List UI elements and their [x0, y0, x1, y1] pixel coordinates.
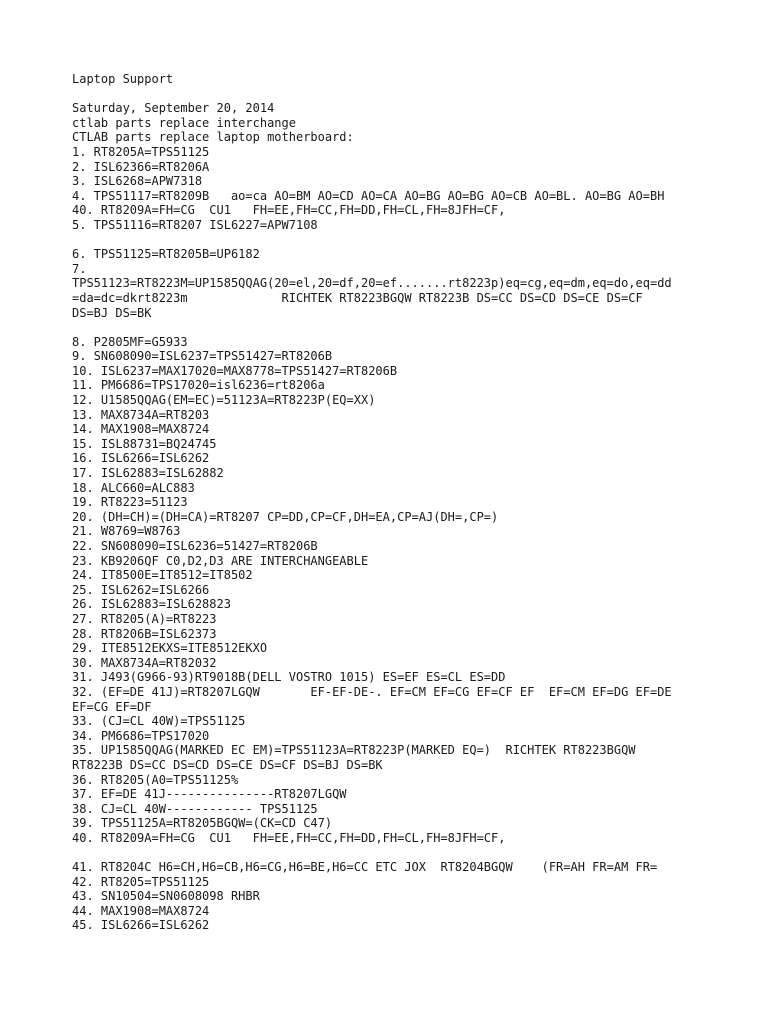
list-line: 24. IT8500E=IT8512=IT8502 [72, 568, 253, 583]
list-line: 4. TPS51117=RT8209B ao=ca AO=BM AO=CD AO=CA AO=BG AO=BG AO=CB AO=BL. AO=BG AO=BH [72, 188, 665, 203]
list-line: 19. RT8223=51123 [72, 495, 188, 510]
document-page [72, 72, 752, 933]
list-line: 11. PM6686=TPS17020=isl6236=rt8206a [72, 378, 325, 393]
list-line: 25. ISL6262=ISL6266 [72, 582, 210, 597]
list-line: 3. ISL6268=APW7318 [72, 174, 203, 189]
list-line: 17. ISL62883=ISL62882 [72, 466, 224, 481]
document-title: Laptop Support [72, 72, 174, 86]
list-line: 1. RT8205A=TPS51125 [72, 144, 210, 159]
list-line: RT8223B DS=CC DS=CD DS=CE DS=CF DS=BJ DS=BK [72, 757, 383, 772]
list-line: 7. [72, 261, 87, 276]
list-line: 31. J493(G966-93)RT9018B(DELL VOSTRO 1015) ES=EF ES=CL ES=DD [72, 670, 506, 685]
list-line: 21. W8769=W8763 [72, 524, 181, 539]
list-line: 35. UP1585QQAG(MARKED EC EM)=TPS51123A=RT8223P(MARKED EQ=) RICHTEK RT8223BGQW [72, 743, 636, 758]
list-line: 16. ISL6266=ISL6262 [72, 451, 210, 466]
list-line: 36. RT8205(A0=TPS51125% [72, 772, 239, 787]
list-line: 8. P2805MF=G5933 [72, 334, 188, 349]
list-line: 28. RT8206B=ISL62373 [72, 626, 217, 641]
list-line: 23. KB9206QF C0,D2,D3 ARE INTERCHANGEABLE [72, 553, 369, 568]
list-line: DS=BJ DS=BK [72, 305, 152, 320]
list-line: 33. (CJ=CL 40W)=TPS51125 [72, 714, 246, 729]
document-date: Saturday, September 20, 2014 [72, 101, 275, 116]
blank-line [72, 845, 752, 860]
blank-line [72, 233, 752, 248]
list-line: 13. MAX8734A=RT8203 [72, 407, 210, 422]
list-line: 40. RT8209A=FH=CG CU1 FH=EE,FH=CC,FH=DD,FH=CL,FH=8JFH=CF, [72, 830, 506, 845]
list-line: 42. RT8205=TPS51125 [72, 874, 210, 889]
list-line: 26. ISL62883=ISL628823 [72, 597, 231, 612]
list-line: 30. MAX8734A=RT82032 [72, 655, 217, 670]
list-line: 12. U1585QQAG(EM=EC)=51123A=RT8223P(EQ=XX) [72, 393, 376, 408]
list-line: 14. MAX1908=MAX8724 [72, 422, 210, 437]
list-line: 9. SN608090=ISL6237=TPS51427=RT8206B [72, 349, 333, 364]
list-line: TPS51123=RT8223M=UP1585QQAG(20=el,20=df,20=ef.......rt8223p)eq=cg,eq=dm,eq=do,eq=dd [72, 276, 672, 291]
list-line: 5. TPS51116=RT8207 ISL6227=APW7108 [72, 217, 318, 232]
list-line: 34. PM6686=TPS17020 [72, 728, 210, 743]
list-line: 39. TPS51125A=RT8205BGQW=(CK=CD C47) [72, 816, 333, 831]
list-line: 6. TPS51125=RT8205B=UP6182 [72, 247, 260, 262]
list-line: EF=CG EF=DF [72, 699, 152, 714]
spacer [72, 87, 752, 102]
list-line: 44. MAX1908=MAX8724 [72, 903, 210, 918]
list-line: 18. ALC660=ALC883 [72, 480, 195, 495]
parts-list [72, 145, 752, 933]
document-subtitle: ctlab parts replace interchange [72, 115, 296, 130]
list-line: 38. CJ=CL 40W------------ TPS51125 [72, 801, 318, 816]
list-line: 32. (EF=DE 41J)=RT8207LGQW EF-EF-DE-. EF=CM EF=CG EF=CF EF EF=CM EF=DG EF=DE [72, 684, 672, 699]
list-line: 20. (DH=CH)=(DH=CA)=RT8207 CP=DD,CP=CF,DH=EA,CP=AJ(DH=,CP=) [72, 509, 499, 524]
list-line: 37. EF=DE 41J---------------RT8207LGQW [72, 787, 347, 802]
list-line: 40. RT8209A=FH=CG CU1 FH=EE,FH=CC,FH=DD,FH=CL,FH=8JFH=CF, [72, 203, 506, 218]
list-line: 29. ITE8512EKXS=ITE8512EKXO [72, 641, 268, 656]
list-line: =da=dc=dkrt8223m RICHTEK RT8223BGQW RT8223B DS=CC DS=CD DS=CE DS=CF [72, 290, 643, 305]
list-line: 43. SN10504=SN0608098 RHBR [72, 889, 260, 904]
list-line: 2. ISL62366=RT8206A [72, 159, 210, 174]
list-line: 15. ISL88731=BQ24745 [72, 436, 217, 451]
document-heading: CTLAB parts replace laptop motherboard: [72, 130, 354, 145]
list-line: 27. RT8205(A)=RT8223 [72, 611, 217, 626]
blank-line [72, 320, 752, 335]
list-line: 41. RT8204C H6=CH,H6=CB,H6=CG,H6=BE,H6=CC ETC JOX RT8204BGQW (FR=AH FR=AM FR= [72, 860, 658, 875]
list-line: 22. SN608090=ISL6236=51427=RT8206B [72, 539, 318, 553]
list-line: 10. ISL6237=MAX17020=MAX8778=TPS51427=RT8206B [72, 363, 398, 378]
list-line: 45. ISL6266=ISL6262 [72, 918, 210, 933]
